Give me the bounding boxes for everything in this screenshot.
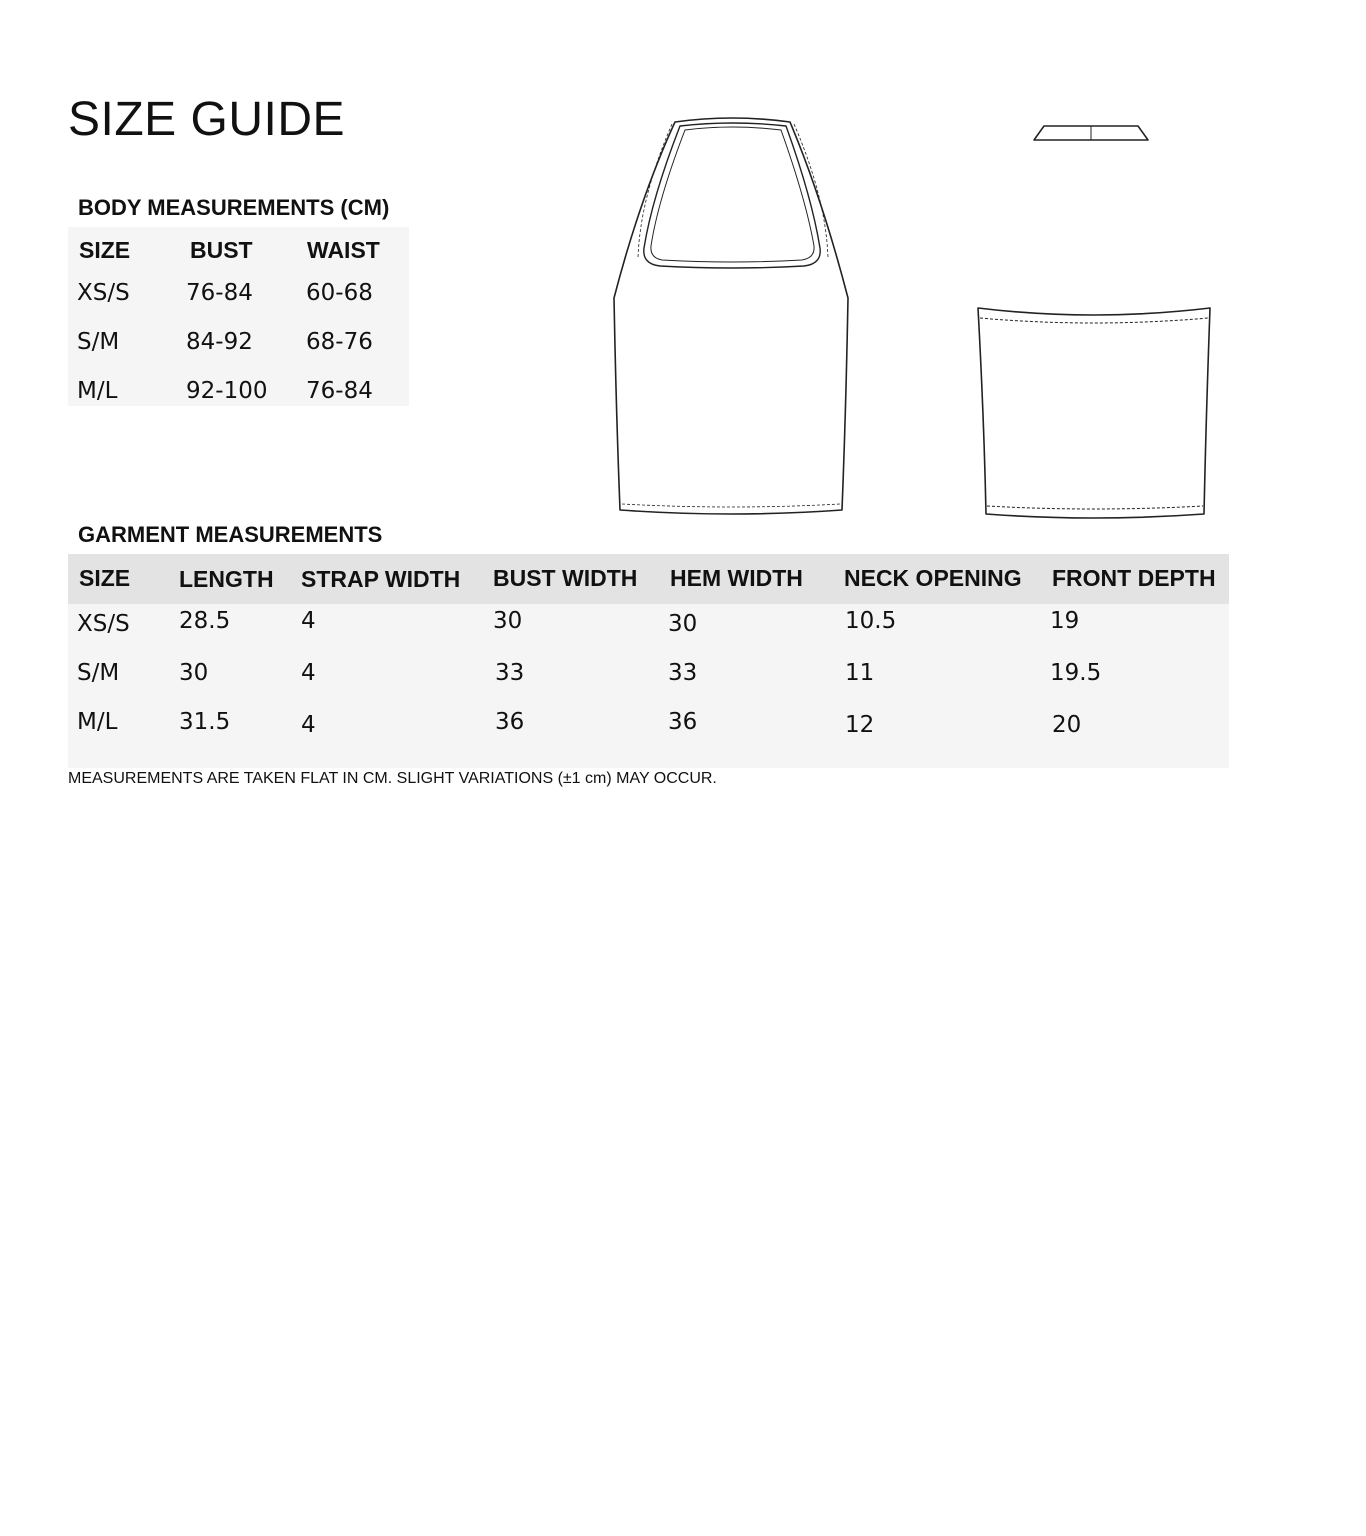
table-cell: 4 (301, 712, 316, 738)
table-cell: 10.5 (845, 608, 897, 634)
table-cell: 76-84 (306, 378, 373, 404)
table-cell: 36 (668, 709, 698, 735)
table-row (68, 374, 409, 423)
table-cell: S/M (77, 660, 120, 686)
footnote: MEASUREMENTS ARE TAKEN FLAT IN CM. SLIGHT VARIATIONS (±1 cm) MAY OCCUR. (68, 770, 717, 787)
table-cell: 12 (845, 712, 875, 738)
halter-top-front-sketch (600, 108, 870, 523)
column-header: SIZE (79, 565, 131, 591)
table-cell: 4 (301, 608, 316, 634)
column-header: SIZE (79, 237, 131, 263)
table-row (68, 276, 409, 325)
column-header: LENGTH (179, 566, 274, 592)
table-cell: 30 (668, 611, 698, 637)
table-cell: XS/S (77, 611, 130, 637)
table-cell: 31.5 (179, 709, 231, 735)
column-header: WAIST (307, 237, 380, 263)
column-header: STRAP WIDTH (301, 566, 461, 592)
column-header: FRONT DEPTH (1052, 565, 1216, 591)
body-measurements-table (68, 227, 409, 406)
body-measurements-heading: BODY MEASUREMENTS (CM) (78, 195, 390, 220)
table-cell: 33 (668, 660, 698, 686)
table-cell: 30 (493, 608, 523, 634)
table-cell: 68-76 (306, 329, 373, 355)
table-cell: 76-84 (186, 280, 253, 306)
table-cell: 19 (1050, 608, 1080, 634)
page-title: SIZE GUIDE (68, 93, 346, 146)
column-header: NECK OPENING (844, 565, 1022, 591)
table-cell: 19.5 (1050, 660, 1102, 686)
table-cell: M/L (77, 709, 118, 735)
table-cell: 28.5 (179, 608, 231, 634)
table-cell: 60-68 (306, 280, 373, 306)
table-cell: M/L (77, 378, 118, 404)
column-header: BUST WIDTH (493, 565, 638, 591)
table-cell: 20 (1052, 712, 1082, 738)
column-header: BUST (190, 237, 253, 263)
table-header-row (68, 227, 409, 276)
table-row (68, 325, 409, 374)
table-cell: XS/S (77, 280, 130, 306)
column-header: HEM WIDTH (670, 565, 803, 591)
halter-top-back-sketch (968, 118, 1218, 523)
table-cell: 33 (495, 660, 525, 686)
table-cell: 4 (301, 660, 316, 686)
table-cell: 36 (495, 709, 525, 735)
table-cell: 84-92 (186, 329, 253, 355)
table-cell: 11 (845, 660, 875, 686)
table-cell: 92-100 (186, 378, 268, 404)
table-cell: 30 (179, 660, 209, 686)
table-cell: S/M (77, 329, 120, 355)
garment-measurements-heading: GARMENT MEASUREMENTS (78, 522, 383, 547)
garment-measurements-table (68, 554, 1229, 768)
